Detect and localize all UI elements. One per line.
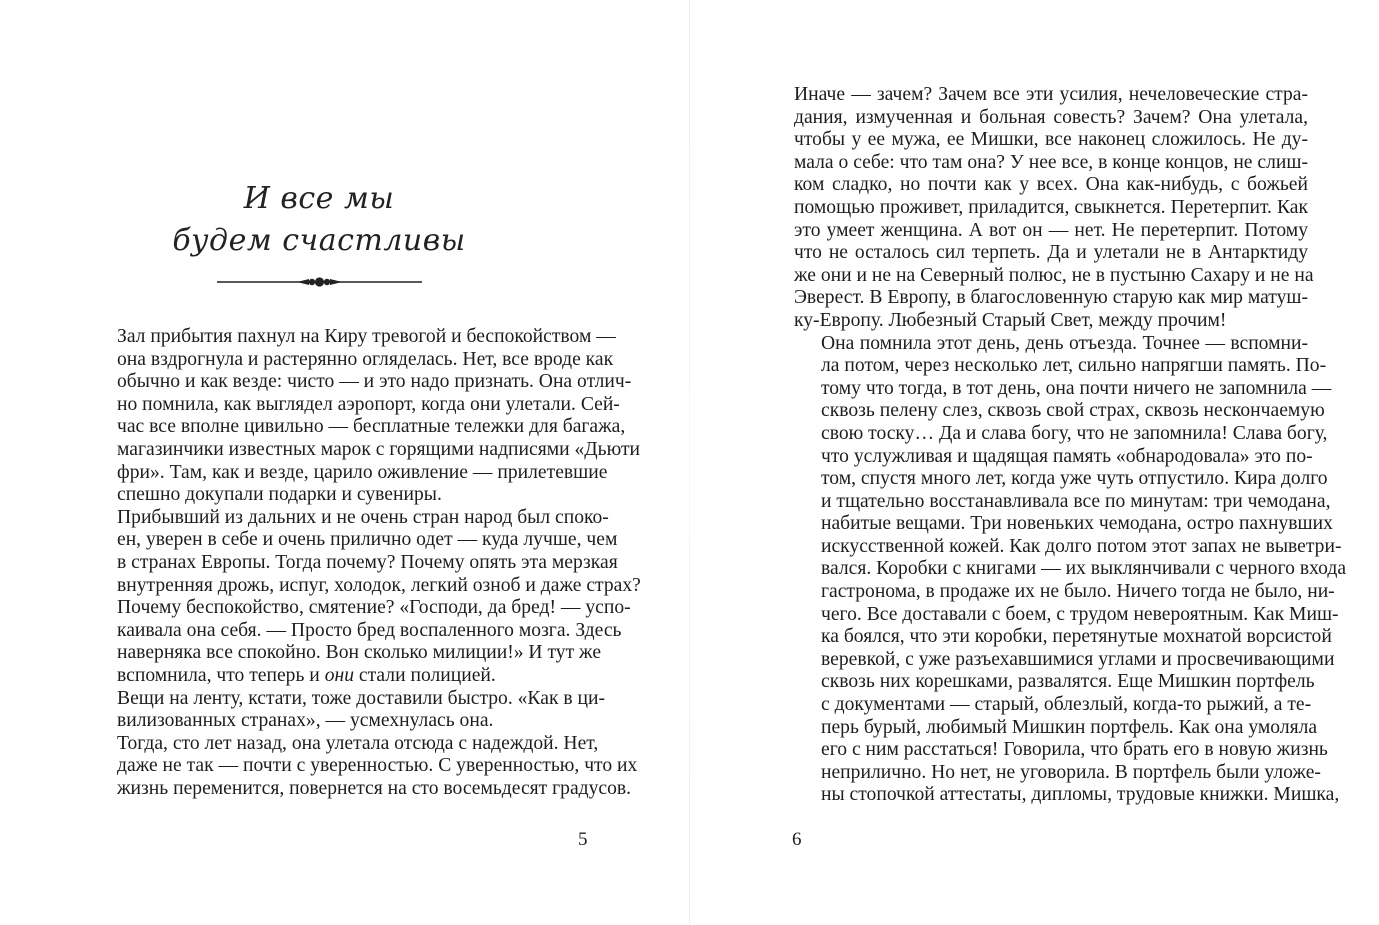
text-line: но помнила, как выглядел аэропорт, когда они улетали. Сей- [117,393,620,415]
text-line: Тогда, сто лет назад, она улетала отсюда с надеждой. Нет, [117,732,599,754]
text-line: спешно докупали подарки и сувениры. [117,484,442,506]
text-line: Она помнила этот день, день отъезда. Точнее — вспомни- [821,332,1308,354]
paragraph [90,326,641,507]
text-line: неприлично. Но нет, не уговорила. В портфель были уложе- [821,761,1321,783]
text-line: искусственной кожей. Как долго потом этот запах не выветри- [821,535,1342,557]
text-line: же они и не на Северный полюс, не в пустыню Сахару и не на [794,264,1314,286]
text-line: веревкой, с уже разъехавшимися углами и просвечивающими [821,648,1335,670]
text-line: ком сладко, но почти как у всех. Она как-нибудь, с божьей [794,174,1308,196]
text-line: наверняка все спокойно. Вон сколько милиции!» И тут же [117,642,602,664]
text-line: жизнь переменится, повернется на сто восемьдесят градусов. [117,777,632,799]
text-line: это умеет женщина. А вот он — нет. Не перетерпит. Потому [794,219,1308,241]
text-line: чего. Все доставали с боем, с трудом невероятным. Как Миш- [821,603,1339,625]
text-line: каивала она себя. — Просто бред воспаленного мозга. Здесь [117,619,622,641]
text-line: чтобы у ее мужа, ее Мишки, все наконец сложилось. Не ду- [794,129,1308,151]
text-line: ку-Европу. Любезный Старый Свет, между прочим! [794,309,1227,331]
right-page-text [794,84,1347,807]
chapter-title-line-2: будем счастливы [172,223,466,258]
text-line: ка боялся, что эти коробки, перетянутые мохнатой ворсистой [821,626,1332,648]
text-line: ны стопочкой аттестаты, дипломы, трудовые книжки. Мишка, [821,784,1340,806]
text-line: фри». Там, как и везде, царило оживление — прилетевшие [117,461,608,483]
paragraph [90,732,638,801]
chapter-title-line-1: И все мы [243,181,395,216]
text-line: Прибывший из дальних и не очень стран народ был споко- [117,506,609,528]
flourish-ornament-icon [217,272,422,292]
text-line: дания, измученная и больная совесть? Зачем? Она улетала, [794,106,1308,128]
text-line: сквозь пелену слез, сквозь свой страх, сквозь нескончаемую [821,400,1325,422]
left-page-text [90,326,641,800]
text-line: Иначе — зачем? Зачем все эти усилия, нечеловеческие стра- [794,84,1308,105]
chapter-title [90,178,548,262]
text-line: его с ним расстаться! Говорила, что брать его в новую жизнь [821,739,1328,761]
text-line: вался. Коробки с книгами — их выклянчивали с черного входа [821,558,1347,580]
text-line: внутренняя дрожь, испуг, холодок, легкий озноб и даже страх? [117,574,641,596]
text-line: набитые вещами. Три новеньких чемодана, остро пахнувших [821,513,1333,535]
text-line: что не осталось сил терпеть. Да и улетали не в Антарктиду [794,242,1308,264]
text-line: тому что тогда, в тот день, она почти ничего не запомнила — [821,377,1332,399]
text-line: Зал прибытия пахнул на Киру тревогой и беспокойством — [117,326,616,347]
text-line: и тщательно восстанавливала все по минутам: три чемодана, [821,490,1331,512]
paragraph [90,687,606,733]
paragraph [90,506,641,688]
page-number-left: 5 [578,829,588,850]
text-line: сквозь них корешками, развалятся. Еще Мишкин портфель [821,671,1315,693]
text-line: с документами — старый, облезлый, когда-то рыжий, а те- [821,694,1312,716]
text-line: Почему беспокойство, смятение? «Господи, да бред! — успо- [117,597,631,619]
text-line: час все вполне цивильно — бесплатные тележки для багажа, [117,416,626,438]
paragraph [794,84,1314,333]
text-line: Вещи на ленту, кстати, тоже доставили быстро. «Как в ци- [117,687,606,709]
right-page [690,0,1379,925]
text-line: вилизованных странах», — усмехнулась она. [117,710,494,732]
left-page [0,0,689,925]
text-line: магазинчики известных марок с горящими надписями «Дьюти [117,438,641,460]
text-line: она вздрогнула и растерянно огляделась. Нет, все вроде как [117,348,614,370]
text-line: ла потом, через несколько лет, сильно напрягши память. По- [821,355,1327,377]
text-line: свою тоску… Да и слава богу, что не запомнила! Слава богу, [821,422,1328,444]
text-line: что услужливая и щадящая память «обнародовала» это по- [821,445,1313,467]
page-number-right: 6 [792,829,802,850]
text-line: ен, уверен в себе и очень прилично одет — куда лучше, чем [117,529,618,551]
text-line: перь бурый, любимый Мишкин портфель. Как она умоляла [821,716,1318,738]
text-line: том, спустя много лет, когда уже чуть отпустило. Кира долго [821,468,1328,490]
text-line: обычно и как везде: чисто — и это надо признать. Она отлич- [117,371,632,393]
text-line: в странах Европы. Тогда почему? Почему опять эта мерзкая [117,551,618,573]
text-line: мала о себе: что там она? У нее все, в конце концов, не слиш- [794,151,1308,173]
text-line: даже не так — почти с уверенностью. С уверенностью, что их [117,755,638,777]
text-line: помощью проживет, приладится, свыкнется. Перетерпит. Как [794,196,1308,218]
text-line: вспомнила, что теперь и они стали полицией. [117,664,496,686]
paragraph [794,332,1347,807]
text-line: гастронома, в продаже их не было. Ничего тогда не было, ни- [821,581,1335,603]
text-line: Эверест. В Европу, в благословенную старую как мир матуш- [794,287,1308,309]
